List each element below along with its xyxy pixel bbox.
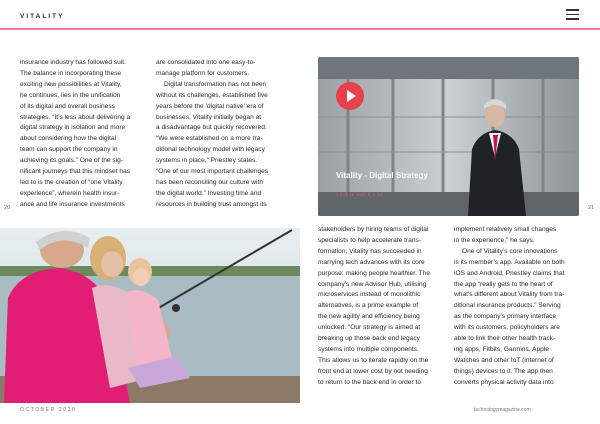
text-line: is its member’s app. Available on both — [454, 258, 565, 266]
play-button-icon[interactable] — [336, 82, 364, 110]
text-line: ance and life insurance investments — [20, 200, 125, 208]
header-divider — [0, 28, 600, 30]
text-line: in the experience,” he says. — [454, 236, 535, 244]
text-line: without its challenges, established five — [156, 91, 268, 99]
brand-logo[interactable]: VITALITY — [20, 13, 65, 20]
page-number-right: 21 — [588, 205, 595, 211]
text-line: implement relatively small changes — [454, 226, 557, 233]
text-line: are consolidated into one easy-to- — [156, 59, 256, 66]
text-line: team can support the company in — [20, 146, 118, 154]
text-line: exciting new possibilities at Vitality, — [20, 80, 122, 88]
text-line: ditional insurance products.” Serving — [454, 302, 561, 310]
text-column-3 — [318, 225, 448, 389]
text-line: iOS and Android, Priestley claims that — [454, 269, 565, 277]
text-line: experience”, wherein health insur- — [20, 189, 120, 197]
text-line: front end at lower cost by not needing — [318, 367, 428, 375]
text-line: “We were established on a more tra- — [156, 135, 263, 143]
text-line: as the company’s primary interface — [454, 313, 557, 321]
top-bar — [0, 0, 600, 30]
footer-website-link[interactable]: technologymagazine.com — [474, 407, 531, 413]
text-line: manage platform for customers. — [156, 69, 250, 77]
text-line: about considering how the digital — [20, 135, 117, 143]
text-line: insurance industry has followed suit. — [20, 59, 126, 66]
page-number-left: 20 — [4, 205, 11, 211]
text-line: has been reconciling our culture with — [156, 178, 264, 186]
text-line: systems in place,” Priestley states. — [156, 157, 258, 165]
text-line: achieving its goals.” One of the sig- — [20, 157, 123, 165]
text-line: resources in building trust amongst its — [156, 200, 267, 208]
video-player[interactable] — [318, 57, 579, 216]
text-line: ditional technology model with legacy — [156, 146, 265, 154]
text-line: led to is the creation of “one Vitality — [20, 178, 123, 186]
text-line: businesses, Vitality initially began at — [156, 113, 262, 121]
text-line: nificant journeys that this mindset has — [20, 168, 130, 176]
text-line: company’s new Advisor Hub, utilising — [318, 280, 427, 288]
text-column-1 — [20, 58, 144, 211]
text-line: One of Vitality’s core innovations — [462, 247, 558, 255]
text-line: specialists to help accelerate trans- — [318, 236, 421, 244]
text-line: strategies. “It’s less about delivering a — [20, 113, 131, 121]
text-line: breaking up those back end legacy — [318, 335, 420, 343]
text-line: microservices instead of monolithic — [318, 291, 421, 299]
text-line: Watches and other IoT (internet of — [454, 356, 554, 364]
text-column-4 — [454, 225, 584, 389]
video-watch-link[interactable]: Click to watch 2 12 — [336, 192, 384, 197]
text-line: digital strategy in isolation and more — [20, 124, 126, 132]
text-line: converts physical activity data into — [454, 378, 554, 386]
family-fishing-photo — [0, 228, 300, 403]
text-line: marrying tech advances with its core — [318, 258, 425, 266]
text-line: the new agility and efficiency being — [318, 313, 420, 321]
text-line: systems into multiple components. — [318, 345, 419, 353]
text-line: purpose: making people healthier. The — [318, 269, 431, 277]
text-line: what’s different about Vitality from tra- — [454, 291, 565, 299]
text-line: the app “really gets to the heart of — [454, 280, 553, 288]
text-line: to return to the back end in order to — [318, 378, 421, 386]
text-column-2 — [156, 58, 286, 211]
text-line: The balance in incorporating these — [20, 69, 122, 77]
text-line: the digital world.” Investing time and — [156, 189, 262, 197]
text-line: ing apps, Fitbits, Garmins, Apple — [454, 345, 549, 353]
text-line: he continues, lies in the unification — [20, 91, 121, 99]
text-line: formation, Vitality has succeeded in — [318, 247, 422, 255]
text-line: unlocked. “Our strategy is aimed at — [318, 324, 421, 332]
text-line: able to link their other health track- — [454, 335, 556, 343]
footer-issue-date: OCTOBER 2020 — [20, 407, 77, 413]
text-line: years before the ‘digital native’ era of — [156, 102, 264, 110]
video-title: Vitality - Digital Strategy — [336, 171, 428, 180]
text-line: with its customers, policyholders are — [454, 324, 560, 332]
text-line: Digital transformation has not been — [164, 80, 267, 88]
text-line: stakeholders by hiring teams of digital — [318, 226, 429, 233]
text-line: alternatives, is a prime example of — [318, 302, 419, 310]
hamburger-menu-icon[interactable] — [566, 9, 579, 20]
text-line: things) devices to it. The app then — [454, 367, 553, 375]
text-line: This allows us to iterate rapidly on the — [318, 356, 429, 364]
text-line: a disadvantage but quickly recovered: — [156, 124, 267, 132]
text-line: of its digital and overall business — [20, 102, 115, 110]
text-line: “One of our most important challenges — [156, 168, 269, 176]
